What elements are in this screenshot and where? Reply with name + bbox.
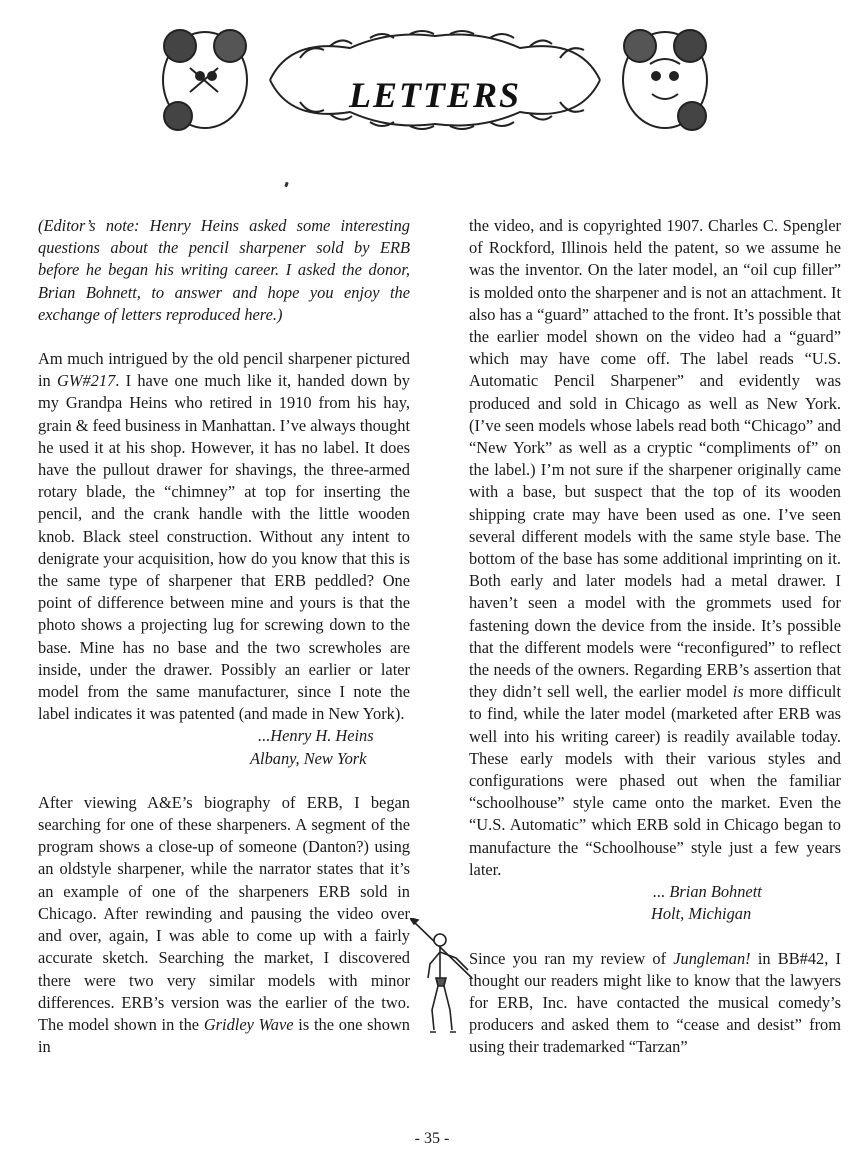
right-column <box>469 215 841 1059</box>
letter-bohnett-text-b: is the one shown in <box>38 1014 410 1057</box>
letter-jungleman-text-b: in BB#42, I thought our readers might like to know that the lawyers for ERB, Inc. have contacted the musical comedy’s producers and asked them to “cease and desist” from using their trademarked “Tarzan” <box>469 948 841 1057</box>
letter-bohnett-publication: Gridley Wave <box>203 1014 294 1034</box>
letter-jungleman-body <box>469 948 841 1059</box>
letter-bohnett-text-a: After viewing A&E’s biography of ERB, I began searching for one of these sharpeners. A segment of the program shows a close-up of someone (Danton?) using an oldstyle sharpener, while the narrator states that it’s an example of one of the sharpeners ERB sold in Chicago. After rewinding and pausing the video over and over, again, I was able to come up with a fairly accurate sketch. Searching the market, I discovered there were two very similar models with minor differences. ERB’s version was the earlier of the two. The model shown in the <box>38 792 410 1034</box>
letter-bohnett-emphasis: is <box>732 682 744 702</box>
page-number: - 35 - <box>414 1130 450 1147</box>
letter-heins-text-b: . I have one much like it, handed down by my Grandpa Heins who retired in 1910 from his hay, grain & feed business in Manhattan. I’ve always thought he used it at his shop. However, it has no label. It does have the pullout drawer for shavings, the three-armed rotary blade, the “chimney” at top for inserting the pencil, and the crank handle with the little wooden knob. Black steel construction. Without any intent to denigrate your acquisition, how do you know that this is the same type of sharpener that ERB peddled? One point of difference between mine and yours is that the photo shows a projecting lug for screwing down to the base. Mine has no base and the two screwholes are inside, under the drawer. Possibly an earlier or later model from the same manufacturer, since I note the label indicates it was patented (and made in New York). <box>38 371 410 724</box>
letter-heins-location: Albany, New York <box>250 748 367 768</box>
letter-bohnett-body-start <box>38 792 410 1058</box>
left-column <box>38 215 410 1058</box>
letter-bohnett-body-cont <box>469 215 841 881</box>
editor-note: (Editor’s note: Henry Heins asked some interesting questions about the pencil sharpener sold by ERB before he began his writing career. I asked the donor, Brian Bohnett, to answer and hope you enjoy the exchange of letters reproduced here.) <box>38 216 410 324</box>
ink-speck <box>284 182 289 188</box>
letter-bohnett-location: Holt, Michigan <box>651 904 752 924</box>
letter-heins-body <box>38 348 410 725</box>
letter-heins-text-a: Am much intrigued by the old pencil sharpener pictured in <box>38 349 410 391</box>
letter-jungleman-title: Jungleman! <box>673 948 751 968</box>
letter-heins-issue-ref: GW#217 <box>57 371 116 391</box>
letter-heins-signature: ...Henry H. Heins <box>258 726 374 746</box>
tarzan-with-spear-illustration <box>410 918 480 1038</box>
letters-header-banner <box>150 18 720 148</box>
page-title: LETTERS <box>348 75 522 115</box>
letter-jungleman-text-a: Since you ran my review of <box>469 948 674 968</box>
letter-bohnett-signature: ... Brian Bohnett <box>653 882 762 902</box>
letter-bohnett-text-c: the video, and is copyrighted 1907. Charles C. Spengler of Rockford, Illinois held the patent, so we assume he was the inventor. On the later model, an “oil cup filler” is molded onto the sharpener and is not an attachment. It also has a “guard” attached to the front. It’s possible that the earlier model shown on the video had a “guard” which may have come off. The label reads “U.S. Automatic Pencil Sharpener” and evidently was produced and sold in Chicago as well as New York. (I’ve seen models whose labels read both “Chicago” and “New York” as well as a cryptic “compliments of” on the label.) I’m not sure if the sharpener originally came with a base, but suspect that the top of its wooden shipping crate may have been used as one. I’ve seen several different models with the same style base. The bottom of the base has some additional imprinting on it. Both early and later models had a metal drawer. I haven’t seen a model with the grommets used for fastening down the device from the inside. It’s possible that the different models were “reconfigured” to reflect the needs of the owners. Regarding ERB’s assertion that they didn’t sell well, the earlier model <box>469 216 841 702</box>
letter-bohnett-text-d: more difficult to find, while the later model (marketed after ERB was well into his writing career) is readily available today. These early models with their various styles and configurations were phased out when the familiar “schoolhouse” style came onto the market. Even the “U.S. Automatic” which ERB sold in Chicago began to manufacture the “Schoolhouse” style just a few years later. <box>469 682 841 879</box>
